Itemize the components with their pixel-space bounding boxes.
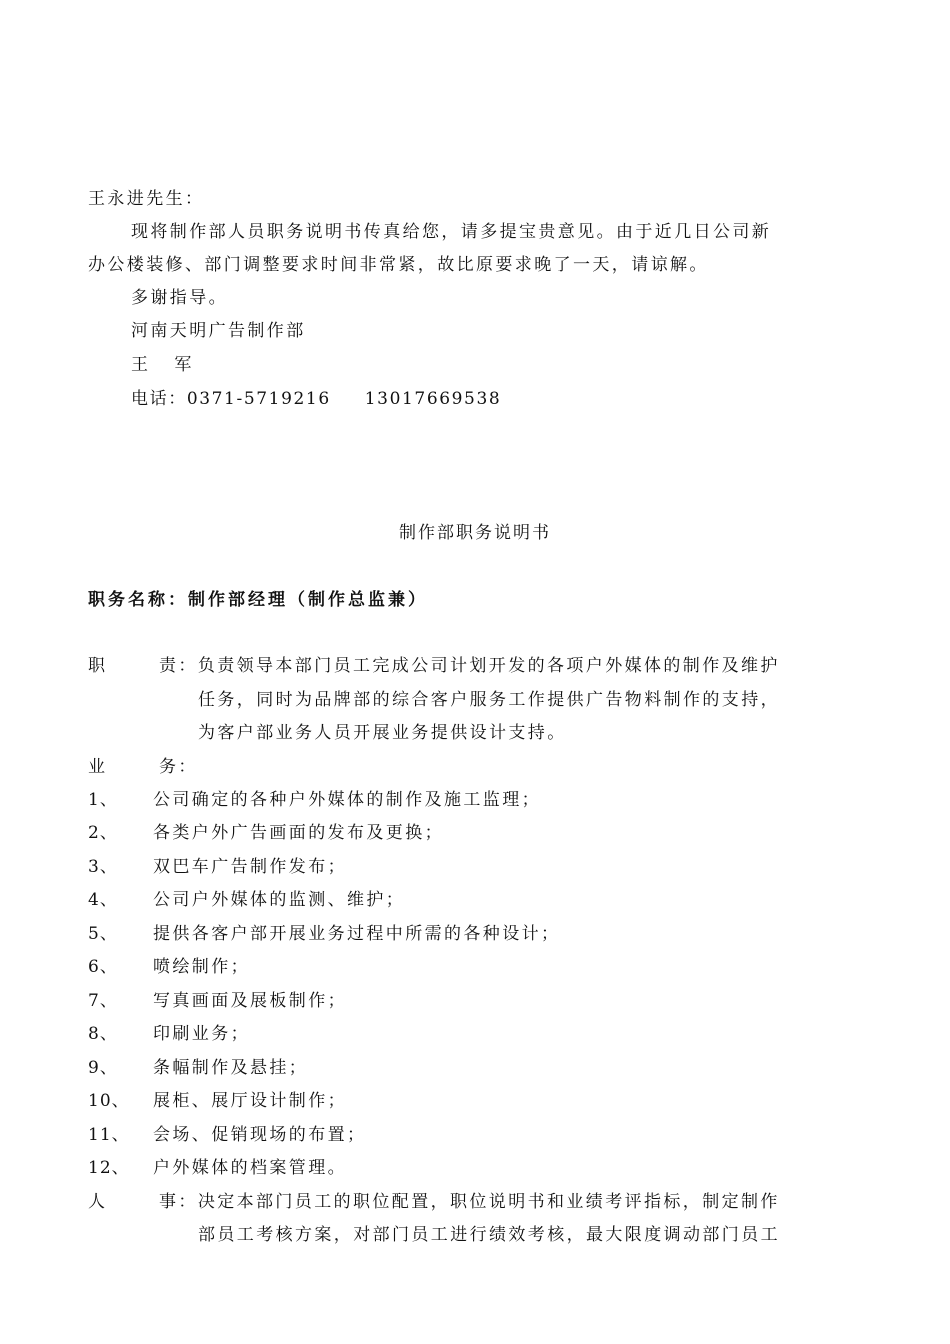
- position-heading: 职务名称：制作部经理（制作总监兼）: [88, 590, 428, 610]
- item-text: 户外媒体的档案管理。: [153, 1158, 347, 1178]
- letter-signer: [131, 354, 194, 376]
- item-text: 条幅制作及悬挂；: [153, 1058, 309, 1078]
- personnel-row-1: [159, 1191, 780, 1213]
- item-number: 10、: [88, 1091, 130, 1111]
- letter-body-line-2: 办公楼装修、部门调整要求时间非常紧，故比原要求晚了一天，请谅解。: [88, 255, 709, 275]
- duty-row-1: [159, 655, 780, 677]
- signer-last: 军: [174, 355, 194, 375]
- item-number: 9、: [88, 1058, 118, 1078]
- duty-label-b: 责：: [159, 656, 198, 676]
- personnel-label-a: 人: [88, 1192, 108, 1212]
- duty-label: [88, 655, 107, 677]
- duty-line-3: 为客户部业务人员开展业务提供设计支持。: [198, 723, 567, 743]
- letter-thanks: 多谢指导。: [131, 288, 228, 308]
- item-text: 展柜、展厅设计制作；: [153, 1091, 347, 1111]
- duty-label-a: 职: [88, 656, 108, 676]
- item-text: 各类户外广告画面的发布及更换；: [153, 823, 444, 843]
- duty-line-2: 任务，同时为品牌部的综合客户服务工作提供广告物料制作的支持，: [198, 690, 780, 710]
- personnel-line-1: 决定本部门员工的职位配置，职位说明书和业绩考评指标，制定制作: [197, 1192, 780, 1212]
- phone-number-2: 13017669538: [364, 389, 502, 409]
- item-text: 双巴车广告制作发布；: [153, 857, 347, 877]
- doc-title: 制作部职务说明书: [399, 523, 551, 543]
- item-number: 5、: [88, 924, 118, 944]
- item-text: 公司户外媒体的监测、维护；: [153, 890, 406, 910]
- personnel-line-2: 部员工考核方案，对部门员工进行绩效考核，最大限度调动部门员工: [198, 1225, 780, 1245]
- item-number: 3、: [88, 857, 118, 877]
- letter-greeting: 王永进先生：: [88, 189, 205, 209]
- item-text: 公司确定的各种户外媒体的制作及施工监理；: [153, 790, 541, 810]
- item-number: 11、: [88, 1125, 130, 1145]
- letter-phone: [131, 388, 501, 410]
- signer-first: 王: [131, 355, 151, 375]
- item-text: 喷绘制作；: [153, 957, 250, 977]
- item-number: 6、: [88, 957, 118, 977]
- business-label-b: 务：: [159, 757, 198, 777]
- item-number: 12、: [88, 1158, 130, 1178]
- item-text: 提供各客户部开展业务过程中所需的各种设计；: [153, 924, 561, 944]
- item-number: 7、: [88, 991, 118, 1011]
- item-number: 2、: [88, 823, 118, 843]
- letter-body-line-1: 现将制作部人员职务说明书传真给您，请多提宝贵意见。由于近几日公司新: [131, 222, 772, 242]
- item-number: 4、: [88, 890, 118, 910]
- item-number: 8、: [88, 1024, 118, 1044]
- duty-line-1: 负责领导本部门员工完成公司计划开发的各项户外媒体的制作及维护: [197, 656, 780, 676]
- phone-number-1: 0371-5719216: [186, 389, 331, 409]
- letter-org: 河南天明广告制作部: [131, 321, 306, 341]
- phone-label: 电话：: [131, 389, 187, 409]
- item-number: 1、: [88, 790, 118, 810]
- item-text: 印刷业务；: [153, 1024, 250, 1044]
- personnel-label-b: 事：: [159, 1192, 198, 1212]
- business-label-a: 业: [88, 757, 108, 777]
- item-text: 会场、促销现场的布置；: [153, 1125, 367, 1145]
- item-text: 写真画面及展板制作；: [153, 991, 347, 1011]
